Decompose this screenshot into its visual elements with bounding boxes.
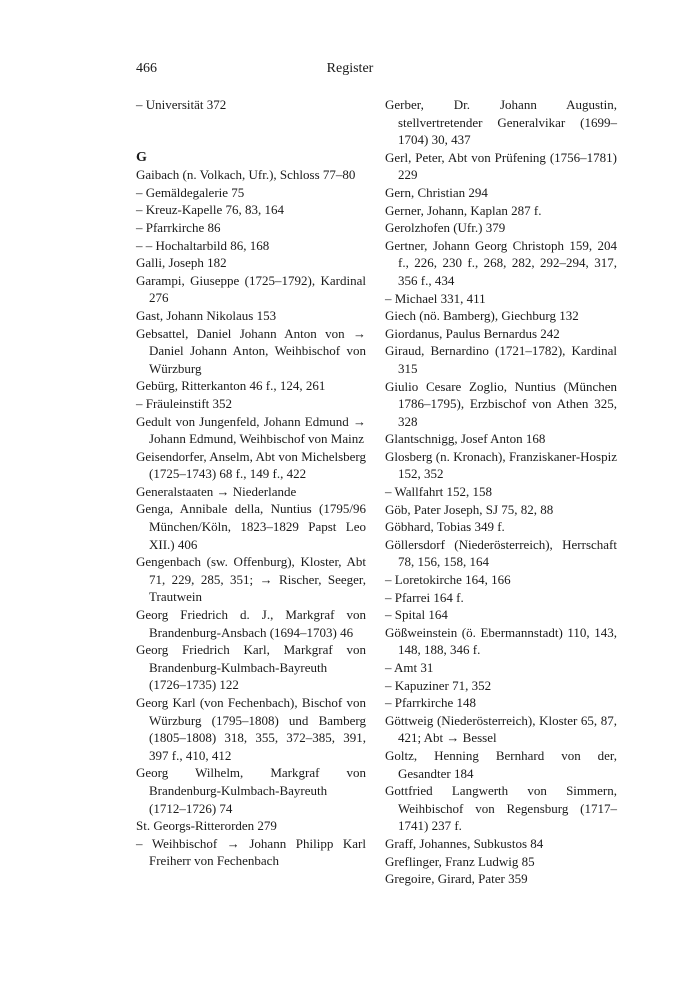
- index-entry: Gottfried Langwerth von Simmern, Weihbischof von Regensburg (1717–1741) 237 f.: [385, 783, 617, 834]
- index-entry: St. Georgs-Ritterorden 279: [136, 818, 277, 834]
- index-column-left: [136, 96, 366, 870]
- index-entry: Glosberg (n. Kronach), Franziskaner-Hospiz 152, 352: [385, 448, 617, 482]
- index-entry: Graff, Johannes, Subkustos 84: [385, 835, 544, 851]
- index-entry: Generalstaaten → Niederlande: [136, 483, 297, 499]
- index-entry: Gößweinstein (ö. Ebermannstadt) 110, 143, 148, 188, 346 f.: [385, 624, 617, 658]
- index-entry: – Loretokirche 164, 166: [385, 572, 511, 588]
- index-entry: Gerl, Peter, Abt von Prüfening (1756–1781) 229: [385, 149, 617, 183]
- index-entry: – Kreuz-Kapelle 76, 83, 164: [136, 202, 285, 218]
- index-entry: – Kapuziner 71, 352: [385, 677, 492, 693]
- index-entry: Glantschnigg, Josef Anton 168: [385, 431, 546, 447]
- index-entry: Gebürg, Ritterkanton 46 f., 124, 261: [136, 378, 326, 394]
- index-entry: Georg Friedrich Karl, Markgraf von Brandenburg-Kulmbach-Bayreuth (1726–1735) 122: [136, 642, 366, 693]
- index-entry: Gaibach (n. Volkach, Ufr.), Schloss 77–80: [136, 167, 356, 183]
- index-entry: Geisendorfer, Anselm, Abt von Michelsberg (1725–1743) 68 f., 149 f., 422: [136, 448, 366, 482]
- index-entry: – Pfarrei 164 f.: [385, 589, 464, 605]
- index-entry: Göttweig (Niederösterreich), Kloster 65, 87, 421; Abt → Bessel: [385, 712, 617, 746]
- index-entry: – Amt 31: [385, 660, 434, 675]
- index-entry: – – Hochaltarbild 86, 168: [136, 237, 270, 253]
- index-entry: Galli, Joseph 182: [136, 255, 227, 271]
- index-entry: – Fräuleinstift 352: [136, 395, 233, 411]
- index-column-right: [385, 96, 617, 888]
- index-entry: Gengenbach (sw. Offenburg), Kloster, Abt 71, 229, 285, 351; → Rischer, Seeger, Trautwein: [136, 554, 366, 605]
- index-entry: Gedult von Jungenfeld, Johann Edmund → Johann Edmund, Weihbischof von Mainz: [136, 413, 366, 447]
- index-entry: Gerner, Johann, Kaplan 287 f.: [385, 202, 542, 218]
- index-entry: Genga, Annibale della, Nuntius (1795/96 München/Köln, 1823–1829 Papst Leo XII.) 406: [136, 501, 366, 552]
- index-entry: Giraud, Bernardino (1721–1782), Kardinal 315: [385, 343, 617, 376]
- index-entry: Greflinger, Franz Ludwig 85: [385, 853, 535, 869]
- index-entry: – Wallfahrt 152, 158: [385, 484, 493, 500]
- index-entry: Gertner, Johann Georg Christoph 159, 204 f., 226, 230 f., 268, 282, 292–294, 317, 356 f., 434: [385, 237, 617, 288]
- index-entry: Georg Wilhelm, Markgraf von Brandenburg-Kulmbach-Bayreuth (1712–1726) 74: [136, 765, 366, 816]
- index-entry: Göbhard, Tobias 349 f.: [385, 519, 505, 535]
- index-entry: Georg Friedrich d. J., Markgraf von Brandenburg-Ansbach (1694–1703) 46: [136, 607, 366, 640]
- index-entry: Giordanus, Paulus Bernardus 242: [385, 325, 560, 341]
- index-entry: – Gemäldegalerie 75: [136, 184, 245, 200]
- index-entry: Gerolzhofen (Ufr.) 379: [385, 220, 506, 236]
- index-entry: Göb, Pater Joseph, SJ 75, 82, 88: [385, 501, 554, 517]
- index-entry: Goltz, Henning Bernhard von der, Gesandter 184: [385, 747, 617, 781]
- index-entry: Gern, Christian 294: [385, 184, 488, 200]
- index-entry: Garampi, Giuseppe (1725–1792), Kardinal 276: [136, 272, 366, 306]
- index-entry: Georg Karl (von Fechenbach), Bischof von Würzburg (1795–1808) und Bamberg (1805–1808) 318, 355, 372–385, 391, 397 f., 410, 412: [136, 695, 366, 763]
- index-entry: – Weihbischof → Johann Philipp Karl Freiherr von Fechenbach: [136, 835, 366, 869]
- page-number: 466: [136, 61, 157, 76]
- section-gap: [136, 114, 366, 149]
- running-title: Register: [326, 61, 374, 76]
- index-entry: – Pfarrkirche 148: [385, 695, 476, 711]
- index-entry: Göllersdorf (Niederösterreich), Herrschaft 78, 156, 158, 164: [385, 536, 617, 570]
- index-entry: – Pfarrkirche 86: [136, 219, 221, 235]
- index-entry: Gerber, Dr. Johann Augustin, stellvertretender Generalvikar (1699–1704) 30, 437: [385, 97, 617, 148]
- index-entry: Gregoire, Girard, Pater 359: [385, 871, 528, 887]
- index-entry: – Michael 331, 411: [385, 290, 486, 306]
- index-entry: Gast, Johann Nikolaus 153: [136, 307, 277, 323]
- section-letter: G: [136, 149, 147, 165]
- index-entry: – Spital 164: [385, 607, 448, 623]
- index-entry: Gebsattel, Daniel Johann Anton von → Daniel Johann Anton, Weihbischof von Würzburg: [136, 325, 366, 376]
- index-entry: Giech (nö. Bamberg), Giechburg 132: [385, 308, 579, 324]
- index-entry: – Universität 372: [136, 97, 227, 112]
- index-entry: Giulio Cesare Zoglio, Nuntius (München 1786–1795), Erzbischof von Athen 325, 328: [385, 378, 617, 429]
